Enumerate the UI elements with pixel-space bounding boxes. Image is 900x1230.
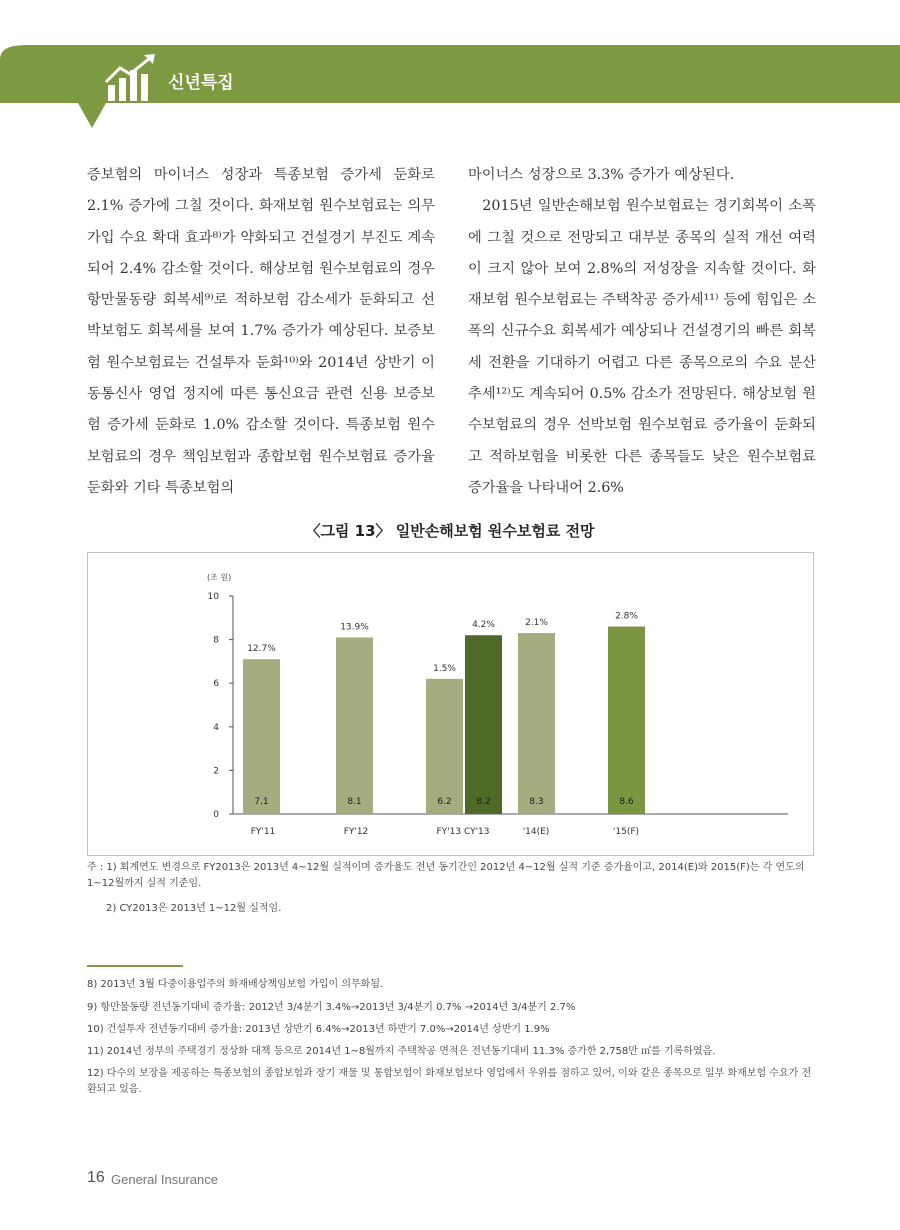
footnote-10: 10) 건설투자 전년동기대비 증가율: 2013년 상반기 6.4%→2013년 하반기 7.0%→2014년 상반기 1.9%	[87, 1024, 550, 1035]
bar-value-label: 7.1	[254, 797, 269, 807]
bar-value-label: 6.2	[437, 797, 452, 807]
x-category-label: FY'11	[250, 827, 276, 837]
bar-cy13	[465, 635, 502, 814]
footnote-9: 9) 항만물동량 전년동기대비 증가율: 2012년 3/4분기 3.4%→2013년 3/4분기 0.7% →2014년 3/4분기 2.7%	[87, 1002, 576, 1013]
right-paragraph-1: 마이너스 성장으로 3.3% 증가가 예상된다.	[468, 167, 735, 183]
page-number: 16	[87, 1169, 105, 1186]
left-column	[87, 160, 435, 504]
bar-growth-label: 2.1%	[525, 618, 548, 629]
left-paragraph: 증보험의 마이너스 성장과 특종보험 증가세 둔화로 2.1% 증가에 그칠 것이다. 화재보험 원수보험료는 의무가입 수요 확대 효과⁸⁾가 약화되고 건설경기 부진도 계속되어 2.4% 감소할 것이다. 해상보험 원수보험료의 경우 항만물동량 회복세⁹⁾로 적하보험 감소세가 둔화되고 선박보험도 회복세를 보여 1.7% 증가가 예상된다. 보증보험 원수보험료는 건설투자 둔화¹⁰⁾와 2014년 상반기 이동통신사 영업 정지에 따른 통신요금 관련 신용 보증보험 증가세 둔화로 1.0% 감소할 것이다. 특종보험 원수보험료의 경우 책임보험과 종합보험 원수보험료 증가율 둔화와 기타 특종보험의	[87, 167, 435, 496]
chart-note-2: 2) CY2013은 2013년 1~12월 실적임.	[106, 903, 282, 914]
y-tick-label: 4	[213, 722, 219, 733]
footnote-divider	[87, 965, 183, 967]
bar-fy13	[426, 679, 463, 814]
banner-shape	[0, 0, 900, 140]
footnote-12: 12) 다수의 보장을 제공하는 특종보험의 종합보험과 장기 재물 및 통합보험이 화재보험보다 영업에서 우위를 점하고 있어, 이와 같은 종목으로 일부 화재보험 수요가 전환되고 있음.	[87, 1068, 812, 1095]
bar-growth-label: 2.8%	[615, 611, 638, 622]
right-paragraph-2: 2015년 일반손해보험 원수보험료는 경기회복이 소폭에 그칠 것으로 전망되고 대부분 종목의 실적 개선 여력이 크지 않아 보여 2.8%의 저성장을 지속할 것이다. 화재보험 원수보험료는 주택착공 증가세¹¹⁾ 등에 힘입은 소폭의 신규수요 회복세가 예상되나 건설경기의 빠른 회복세 전환을 기대하기 어렵고 다른 종목으로의 수요 분산 추세¹²⁾도 계속되어 0.5% 감소가 전망된다. 해상보험 원수보험료의 경우 선박보험 원수보험료 증가율이 둔화되고 적하보험을 비롯한 다른 종목들도 낮은 원수보험료 증가율을 나타내어 2.6%	[468, 198, 816, 496]
y-tick-label: 8	[213, 635, 219, 646]
x-category-label: '15(F)	[612, 827, 640, 837]
publication-name: General Insurance	[111, 1172, 218, 1187]
x-category-label: '14(E)	[522, 827, 550, 837]
bar-growth-label: 12.7%	[247, 644, 276, 655]
figure-title: 〈그림 13〉 일반손해보험 원수보험료 전망	[305, 522, 595, 540]
chart-container	[87, 552, 814, 856]
section-title: 신년특집	[168, 73, 234, 93]
right-column	[468, 160, 816, 504]
bar-growth-label: 1.5%	[433, 663, 456, 674]
y-axis-unit: (조 원)	[207, 573, 232, 582]
x-category-label: FY'12	[343, 827, 369, 837]
bar-value-label: 8.2	[476, 797, 491, 807]
y-tick-label: 2	[213, 766, 219, 777]
bar-chart	[88, 553, 813, 855]
bar-growth-label: 13.9%	[340, 622, 369, 633]
footnote-11: 11) 2014년 정부의 주택경기 정상화 대책 등으로 2014년 1~8월까지 주택착공 면적은 전년동기대비 11.3% 증가한 2,758만 ㎡를 기록하였음.	[87, 1046, 716, 1057]
x-category-label: FY'13 CY'13	[436, 827, 490, 837]
bar-value-label: 8.6	[619, 797, 634, 807]
chart-note-1: 주 : 1) 회계연도 변경으로 FY2013은 2013년 4~12월 실적이며 증가율도 전년 동기간인 2012년 4~12월 실적 기준 증가율이고, 2014(E)와 2015(F)는 각 연도의 1~12월까지 실적 기준임.	[87, 862, 805, 889]
bar-15f	[608, 627, 645, 814]
bar-value-label: 8.3	[529, 797, 544, 807]
bar-14e	[518, 633, 555, 814]
footnote-8: 8) 2013년 3월 다중이용업주의 화재배상책임보험 가입이 의무화됨.	[87, 979, 384, 990]
header-banner	[0, 0, 900, 140]
y-tick-label: 0	[213, 810, 219, 820]
y-tick-label: 6	[213, 679, 219, 690]
bar-fy11	[243, 659, 280, 814]
y-tick-label: 10	[207, 592, 219, 602]
bar-growth-label: 4.2%	[472, 620, 495, 631]
bar-fy12	[336, 637, 373, 814]
bar-value-label: 8.1	[347, 797, 362, 807]
